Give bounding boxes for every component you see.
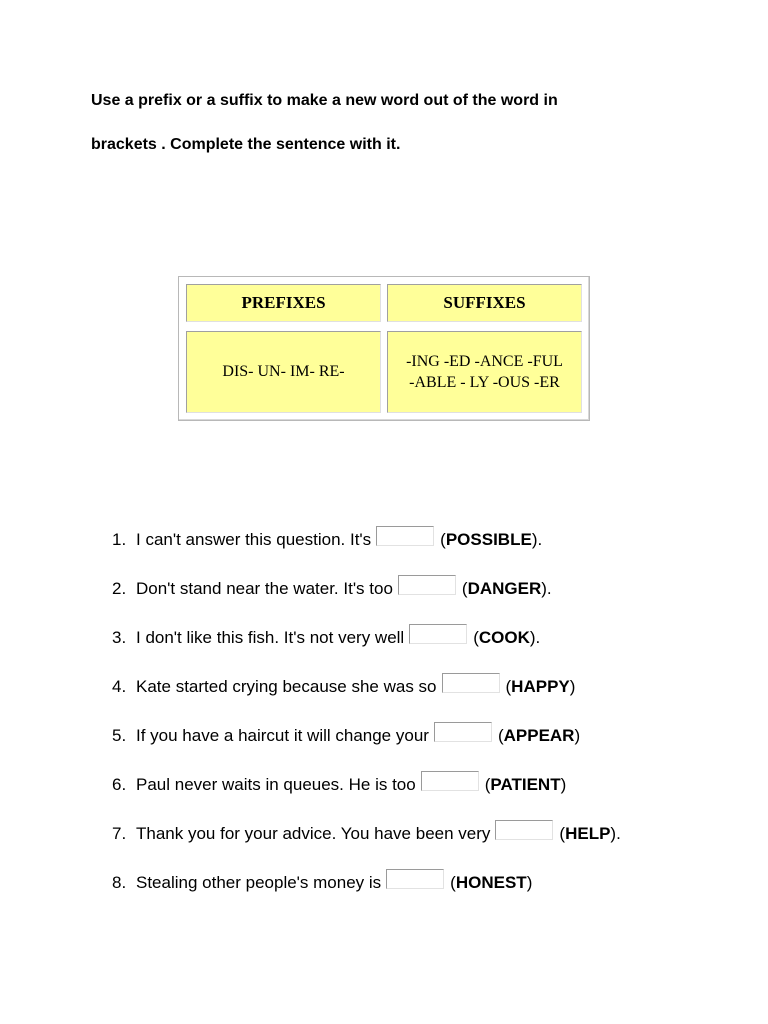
sentence-text: Don't stand near the water. It's too (136, 579, 393, 598)
word-hint: (HAPPY) (505, 677, 576, 696)
prefixes-header: PREFIXES (186, 284, 381, 322)
item-number: 8. (112, 873, 127, 892)
word-hint: (APPEAR) (497, 726, 581, 745)
item-number: 2. (112, 579, 127, 598)
closing-punct: ). (529, 628, 541, 647)
answer-input[interactable] (421, 771, 479, 791)
answer-input[interactable] (409, 624, 467, 644)
item-number: 4. (112, 677, 127, 696)
sentence-text: If you have a haircut it will change your (136, 726, 429, 745)
answer-input[interactable] (386, 869, 444, 889)
word-hint: (COOK). (473, 628, 541, 647)
exercise-item (112, 775, 621, 824)
closing-punct: ) (574, 726, 581, 745)
exercise-list (112, 530, 621, 922)
closing-punct: ). (531, 530, 543, 549)
base-word: HAPPY (511, 677, 570, 696)
sentence-text: I don't like this fish. It's not very well (136, 628, 405, 647)
exercise-item (112, 726, 621, 775)
closing-punct: ) (569, 677, 576, 696)
instruction-line-2: brackets . Complete the sentence with it. (91, 136, 401, 153)
closing-punct: ) (526, 873, 533, 892)
base-word: COOK (478, 628, 530, 647)
closing-punct: ). (541, 579, 552, 598)
base-word: HONEST (455, 873, 527, 892)
answer-input[interactable] (442, 673, 500, 693)
base-word: PATIENT (490, 775, 561, 794)
exercise-item (112, 677, 621, 726)
word-hint: (PATIENT) (484, 775, 567, 794)
base-word: APPEAR (503, 726, 575, 745)
sentence-text: Stealing other people's money is (136, 873, 382, 892)
exercise-item (112, 579, 621, 628)
instructions (91, 90, 691, 156)
base-word: POSSIBLE (445, 530, 532, 549)
suffixes-header: SUFFIXES (387, 284, 582, 322)
affix-table (178, 276, 590, 421)
exercise-item (112, 628, 621, 677)
item-number: 3. (112, 628, 127, 647)
exercise-item (112, 530, 621, 579)
word-hint: (DANGER). (461, 579, 552, 598)
exercise-item (112, 824, 621, 873)
item-number: 7. (112, 824, 127, 843)
closing-punct: ). (610, 824, 621, 843)
answer-input[interactable] (376, 526, 434, 546)
sentence-text: Thank you for your advice. You have been very (136, 824, 491, 843)
instruction-line-1: Use a prefix or a suffix to make a new word out of the word in (91, 92, 558, 109)
word-hint: (HONEST) (450, 873, 533, 892)
sentence-text: I can't answer this question. It's (136, 530, 372, 549)
base-word: DANGER (467, 579, 542, 598)
exercise-item (112, 873, 621, 922)
item-number: 1. (112, 530, 127, 549)
sentence-text: Paul never waits in queues. He is too (136, 775, 416, 794)
suffixes-list: -ING -ED -ANCE -FUL -ABLE - LY -OUS -ER (387, 331, 582, 413)
prefixes-list: DIS- UN- IM- RE- (186, 331, 381, 413)
answer-input[interactable] (398, 575, 456, 595)
word-hint: (HELP). (559, 824, 621, 843)
sentence-text: Kate started crying because she was so (136, 677, 437, 696)
item-number: 6. (112, 775, 127, 794)
answer-input[interactable] (434, 722, 492, 742)
base-word: HELP (565, 824, 611, 843)
item-number: 5. (112, 726, 127, 745)
word-hint: (POSSIBLE). (440, 530, 543, 549)
answer-input[interactable] (495, 820, 553, 840)
closing-punct: ) (560, 775, 567, 794)
